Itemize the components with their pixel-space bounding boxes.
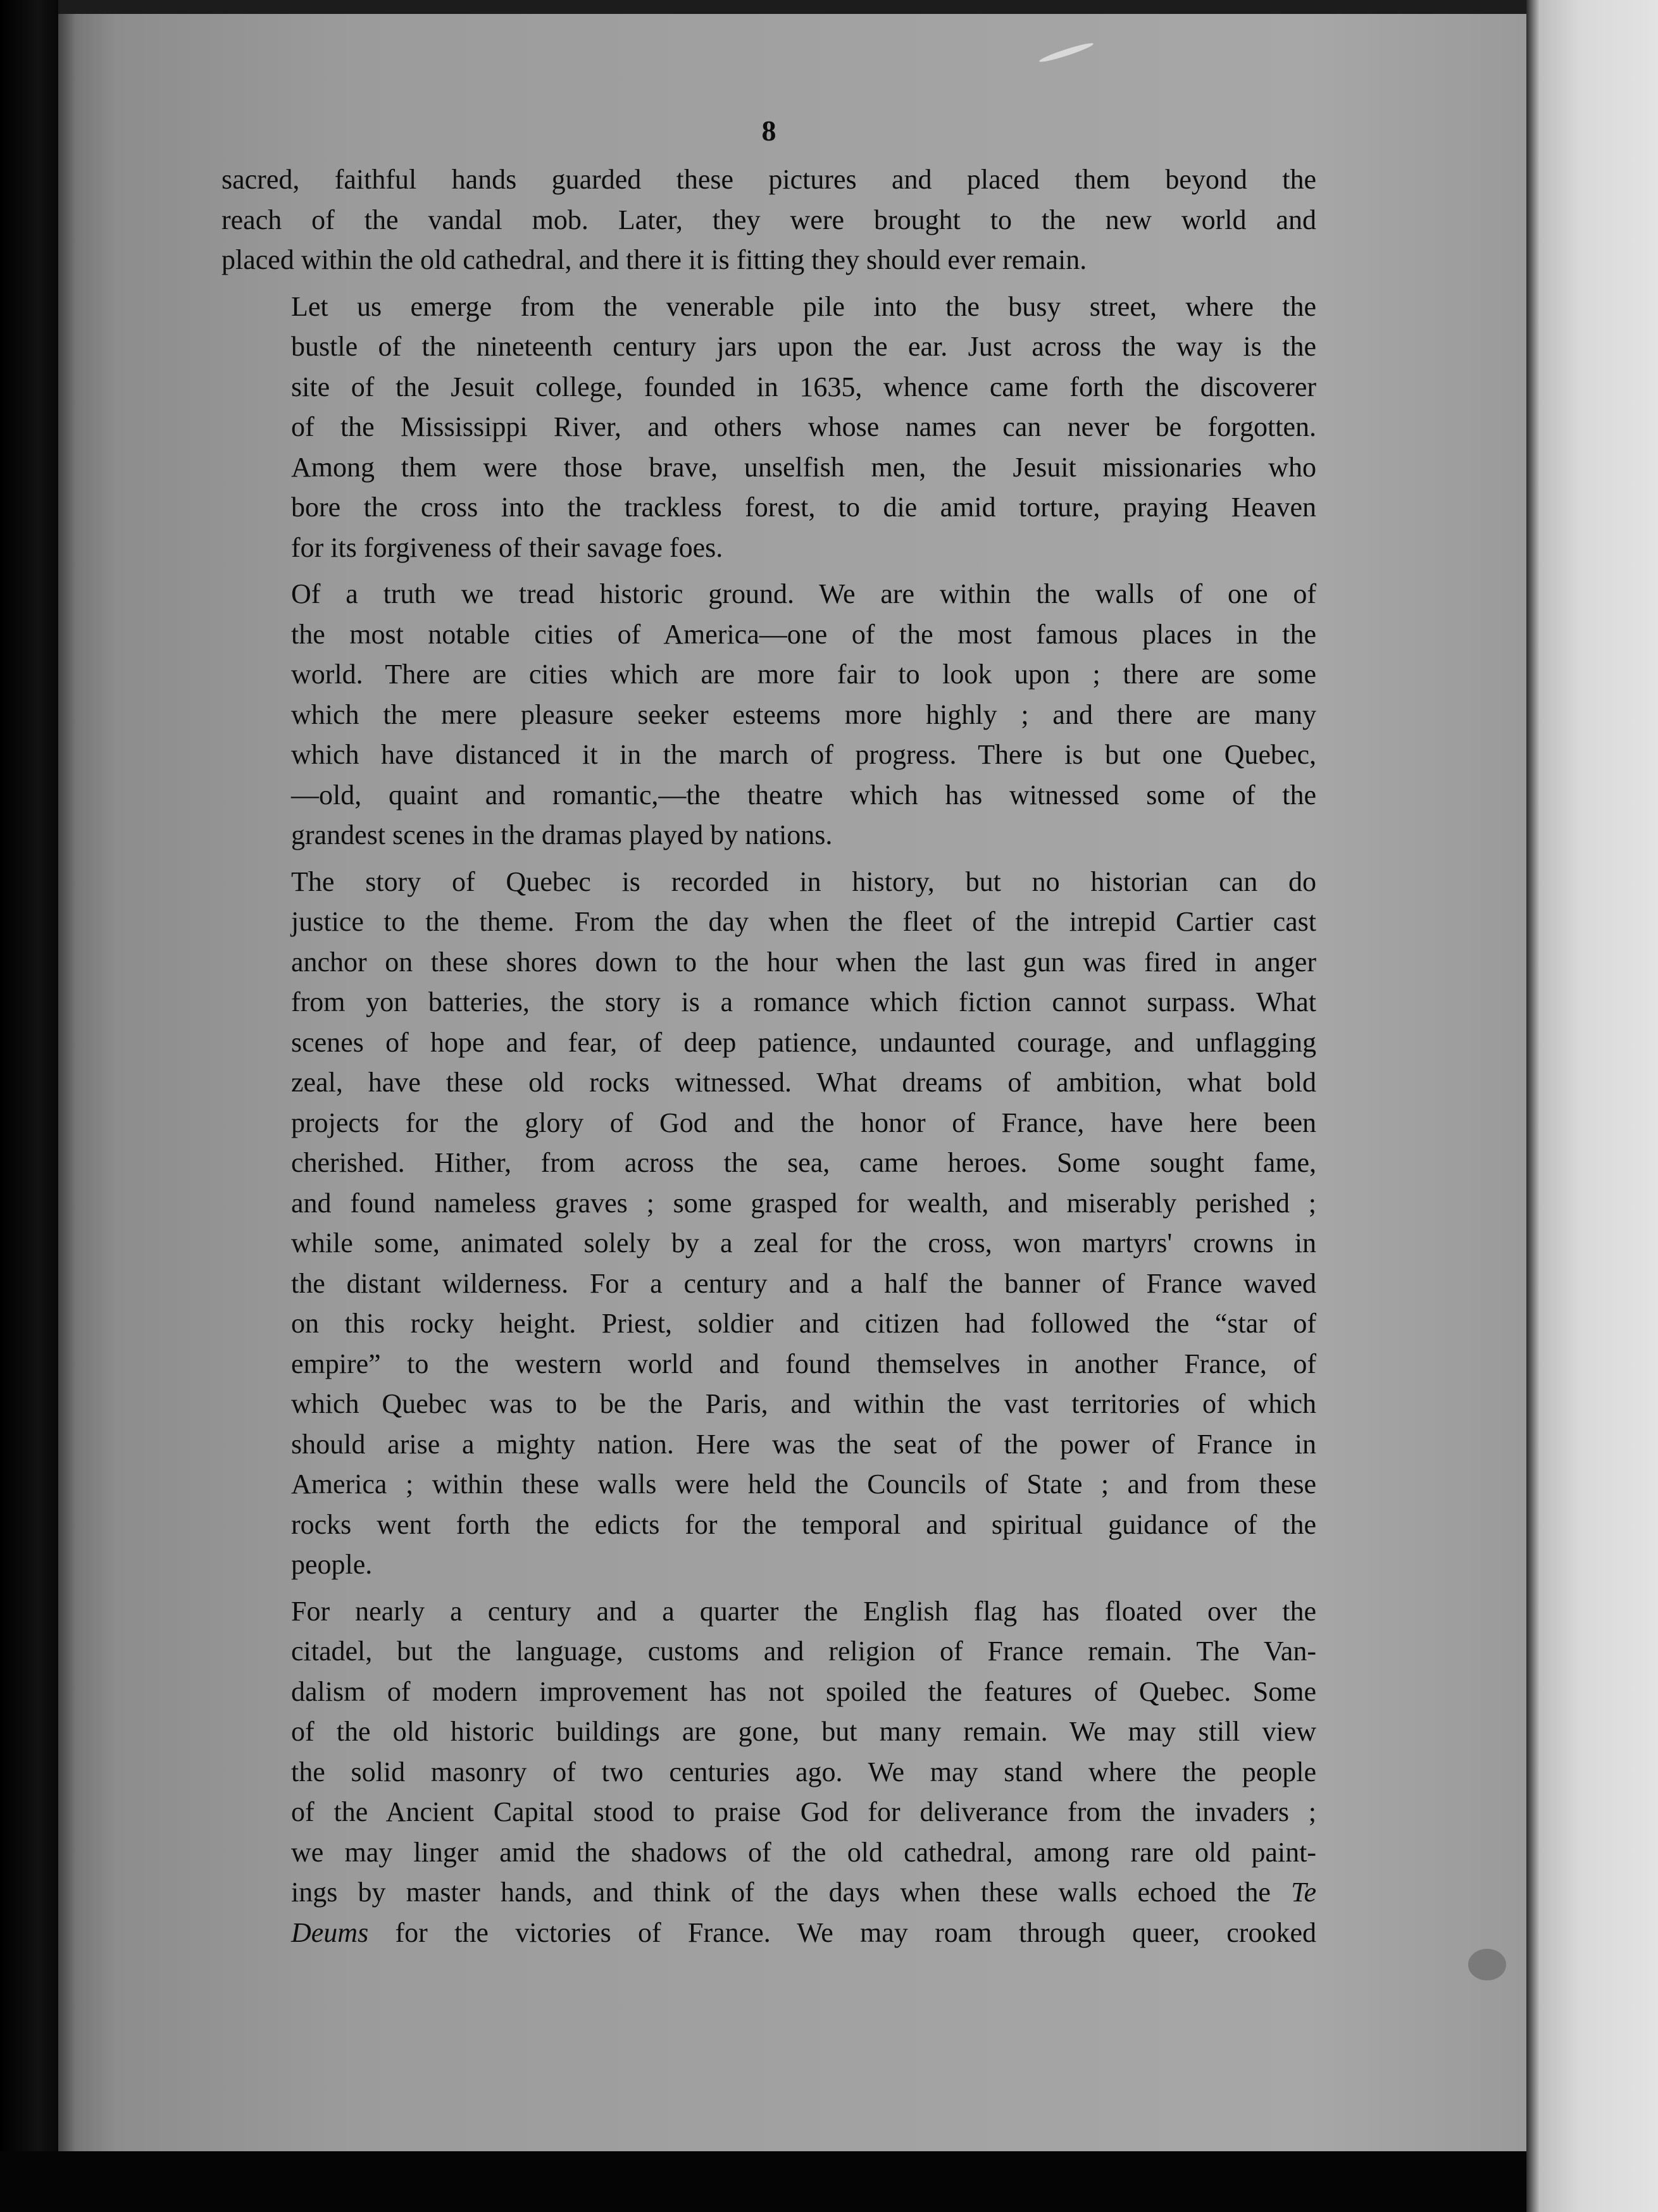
text-line: of the old historic buildings are gone, but many remain. We may still view <box>291 1716 1316 1747</box>
text-line: America ; within these walls were held the Councils of State ; and from these <box>291 1469 1316 1500</box>
text-line: zeal, have these old rocks witnessed. What dreams of ambition, what bold <box>291 1067 1316 1098</box>
text-line: the most notable cities of America—one of the most famous places in the <box>291 618 1316 650</box>
top-edge <box>58 0 1526 14</box>
text-line: people. <box>291 1549 373 1580</box>
italic-term: Te <box>1270 1877 1316 1908</box>
text-line: Let us emerge from the venerable pile into the busy street, where the <box>291 290 1316 322</box>
text-line: dalism of modern improvement has not spoiled the features of Quebec. Some <box>291 1675 1316 1707</box>
text-line: of the Ancient Capital stood to praise God for deliverance from the invaders ; <box>291 1796 1316 1827</box>
text-line: the distant wilderness. For a century and a half the banner of France waved <box>291 1267 1316 1299</box>
text-line: which have distanced it in the march of progress. There is but one Quebec, <box>291 739 1316 770</box>
text-line: citadel, but the language, customs and religion of France remain. The Van- <box>291 1636 1316 1667</box>
text-line: Of a truth we tread historic ground. We are within the walls of one of <box>291 578 1316 609</box>
text-line <box>221 1913 1316 1953</box>
page-number: 8 <box>761 115 776 147</box>
paragraph <box>221 1591 1316 1953</box>
paragraph-container <box>221 159 1316 1953</box>
text-line: world. There are cities which are more fair to look upon ; there are some <box>291 659 1316 690</box>
text-line: sacred, faithful hands guarded these pictures and placed them beyond the <box>221 164 1316 195</box>
binding-shadow <box>0 0 76 2151</box>
paragraph <box>221 287 1316 568</box>
text-line: which Quebec was to be the Paris, and within the vast territories of which <box>291 1388 1316 1419</box>
text-line: For nearly a century and a quarter the English flag has floated over the <box>291 1595 1316 1627</box>
text-line: cherished. Hither, from across the sea, came heroes. Some sought fame, <box>291 1147 1316 1178</box>
text-line: which the mere pleasure seeker esteems more highly ; and there are many <box>291 699 1316 730</box>
text-line: The story of Quebec is recorded in history, but no historian can do <box>291 866 1316 897</box>
text-line: placed within the old cathedral, and there it is fitting they should ever remain. <box>221 244 1087 275</box>
scan-speck <box>1468 1949 1506 1980</box>
text-line: while some, animated solely by a zeal for the cross, won martyrs' crowns in <box>291 1227 1316 1258</box>
text-line: rocks went forth the edicts for the temporal and spiritual guidance of the <box>291 1508 1316 1540</box>
text-line: justice to the theme. From the day when the fleet of the intrepid Cartier cast <box>291 906 1316 937</box>
italic-term: Deums <box>291 1917 369 1948</box>
bottom-margin <box>0 2151 1526 2212</box>
text-line: of the Mississippi River, and others whose names can never be forgotten. <box>291 411 1316 442</box>
facing-page-edge <box>1526 0 1658 2212</box>
text-line: from yon batteries, the story is a romance which fiction cannot surpass. What <box>291 986 1316 1017</box>
text-line: the solid masonry of two centuries ago. We may stand where the people <box>291 1756 1316 1787</box>
text-line: and found nameless graves ; some grasped for wealth, and miserably perished ; <box>291 1187 1316 1219</box>
text-line: grandest scenes in the dramas played by nations. <box>291 819 833 850</box>
text-line: we may linger amid the shadows of the old cathedral, among rare old paint- <box>291 1836 1316 1868</box>
paragraph <box>221 862 1316 1585</box>
text-line: on this rocky height. Priest, soldier and citizen had followed the “star of <box>291 1308 1316 1339</box>
text-line: anchor on these shores down to the hour when the last gun was fired in anger <box>291 946 1316 978</box>
text-line: —old, quaint and romantic,—the theatre which has witnessed some of the <box>291 779 1316 811</box>
text-line: should arise a mighty nation. Here was the seat of the power of France in <box>291 1428 1316 1460</box>
text-line: bore the cross into the trackless forest, to die amid torture, praying Heaven <box>291 492 1316 523</box>
text-line: for its forgiveness of their savage foes. <box>291 531 723 563</box>
text-line: projects for the glory of God and the honor of France, have here been <box>291 1107 1316 1138</box>
text-line: ings by master hands, and think of the days when these walls echoed the Te <box>291 1877 1316 1908</box>
page-text <box>221 114 1316 1959</box>
text-line: reach of the vandal mob. Later, they were brought to the new world and <box>221 204 1316 235</box>
text-fragment: for the victories of France. We may roam through queer, crooked <box>368 1917 1316 1948</box>
text-line: Among them were those brave, unselfish men, the Jesuit missionaries who <box>291 451 1316 483</box>
text-line: bustle of the nineteenth century jars upon the ear. Just across the way is the <box>291 331 1316 362</box>
text-line: scenes of hope and fear, of deep patience, undaunted courage, and unflagging <box>291 1026 1316 1058</box>
paragraph <box>221 574 1316 855</box>
paragraph <box>221 159 1316 280</box>
text-line: empire” to the western world and found themselves in another France, of <box>291 1348 1316 1379</box>
text-line: site of the Jesuit college, founded in 1635, whence came forth the discoverer <box>291 371 1316 402</box>
